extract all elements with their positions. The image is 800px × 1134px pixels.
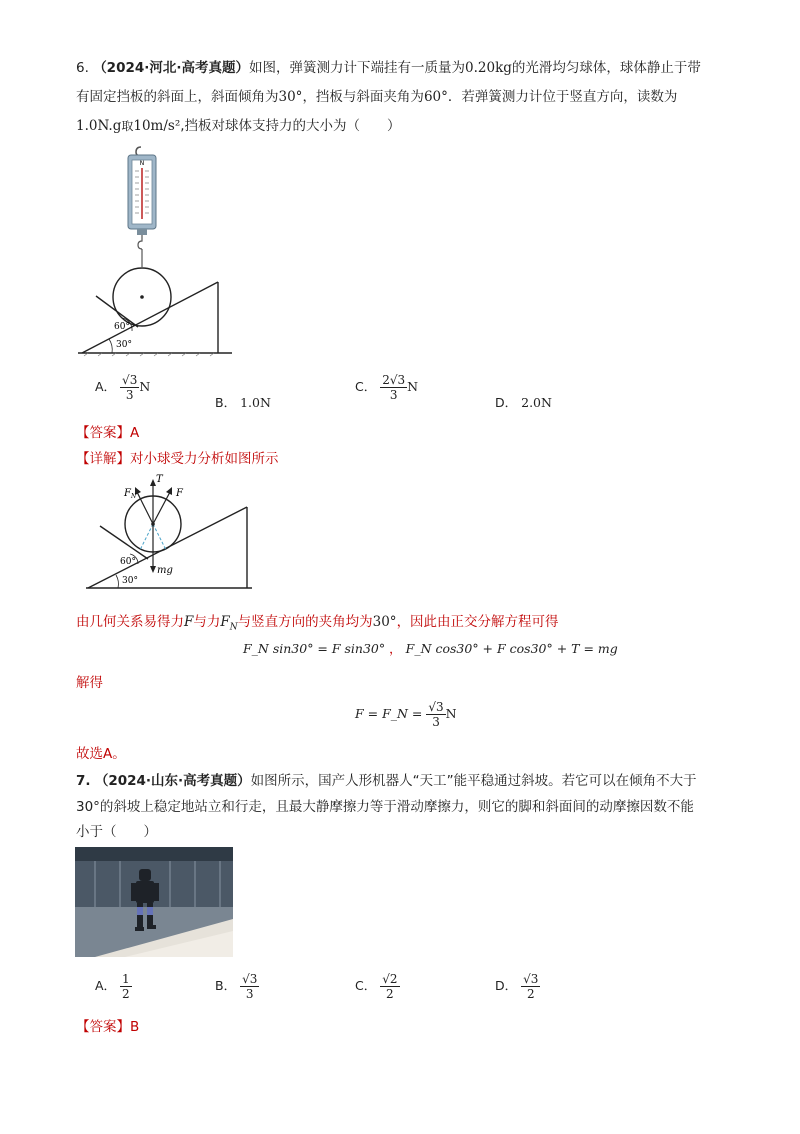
fn-sub: N xyxy=(229,622,238,633)
angle-60-label: 60° xyxy=(114,322,130,332)
geom-text: ，因此由正交分解方程可得 xyxy=(396,614,559,630)
option-label: A． xyxy=(95,978,117,993)
option-label: C． xyxy=(355,978,377,993)
robot-photo-art xyxy=(75,847,233,957)
frac-den: 3 xyxy=(245,987,254,1001)
q6-equations xyxy=(243,640,618,658)
q6-option-d[interactable] xyxy=(495,393,552,411)
force-mg-label: mg xyxy=(157,565,173,576)
frac-num: 2√3 xyxy=(382,373,406,387)
q6-answer: 【答案】A xyxy=(76,425,140,441)
geom-text: 由几何关系易得力 xyxy=(76,614,184,630)
frac-den: 2 xyxy=(386,987,394,1001)
frac-num: √3 xyxy=(122,373,138,387)
q6-option-a[interactable] xyxy=(95,373,150,402)
q6-line3 xyxy=(76,116,401,136)
result-fraction xyxy=(426,700,445,729)
q6-choose: 故选A。 xyxy=(76,746,126,762)
option-value: 1.0N xyxy=(240,395,271,410)
option-fraction xyxy=(380,972,399,1001)
q6-figure xyxy=(74,145,234,360)
q7-answer: 【答案】B xyxy=(76,1019,140,1035)
option-value: 2.0N xyxy=(521,395,552,410)
q7-source: （2024·山东·高考真题） xyxy=(94,773,251,789)
fn-letter: F xyxy=(124,488,131,499)
frac-num: √3 xyxy=(428,700,444,714)
option-fraction xyxy=(521,972,540,1001)
q6-text: 如图，弹簧测力计下端挂有一质量为 xyxy=(249,60,466,76)
frac-den: 2 xyxy=(526,987,535,1001)
result-unit: N xyxy=(445,706,457,721)
q6-text: ．若弹簧测力计位于竖直方向，读数为 xyxy=(447,89,678,105)
q6-text: ，挡板与斜面夹角为 xyxy=(302,89,424,105)
force-t-label: T xyxy=(156,474,163,485)
q6-text: 有固定挡板的斜面上，斜面倾角为 xyxy=(76,89,279,105)
q7-number: 7. xyxy=(76,773,91,789)
q6-option-c[interactable] xyxy=(355,373,418,402)
force-fn-label xyxy=(123,488,137,500)
q7-option-b[interactable] xyxy=(215,972,259,1001)
frac-den: 3 xyxy=(432,715,440,729)
gauge-top-label: N xyxy=(139,160,145,167)
fn-sub: N xyxy=(130,493,137,500)
q7-option-c[interactable] xyxy=(355,972,400,1001)
option-fraction xyxy=(380,373,407,402)
q6-mass: 0.20kg xyxy=(465,60,512,76)
frac-num: √3 xyxy=(523,972,539,986)
q6-source: （2024·河北·高考真题） xyxy=(93,60,250,76)
option-unit: N xyxy=(139,379,151,394)
force-angle-60: 60° xyxy=(120,557,136,567)
q7-line3: 小于（ ） xyxy=(76,824,157,840)
q6-solve: 解得 xyxy=(76,675,103,691)
geom-fn xyxy=(220,614,238,633)
option-label: D． xyxy=(495,978,518,993)
option-fraction xyxy=(120,373,139,402)
geom-text: 与力 xyxy=(193,614,221,630)
q6-g: .g xyxy=(108,118,122,134)
detail-label: 【详解】 xyxy=(76,451,130,467)
frac-num: √3 xyxy=(242,972,258,986)
q6-text: ,挡板对球体支持力的大小为（ ） xyxy=(180,118,401,134)
q6-g-take: 取 xyxy=(121,119,134,133)
geom-text: 与竖直方向的夹角均为 xyxy=(237,614,373,630)
result-lhs: F = F_N = xyxy=(355,706,423,721)
option-label: B． xyxy=(215,395,237,410)
q7-option-a[interactable] xyxy=(95,972,132,1001)
force-f-label: F xyxy=(176,488,183,499)
q7-line1 xyxy=(76,771,697,791)
option-fraction xyxy=(240,972,259,1001)
equation-2: F_N cos30° + F cos30° + T = mg xyxy=(405,641,618,656)
q6-result xyxy=(355,700,457,729)
geom-f: F xyxy=(184,614,194,630)
force-angle-30: 30° xyxy=(122,576,138,586)
q6-option-b[interactable] xyxy=(215,393,271,411)
angle-30-label: 30° xyxy=(116,340,132,350)
q6-reading: 1.0N xyxy=(76,118,109,134)
q6-text: 的光滑均匀球体，球体静止于带 xyxy=(511,60,701,76)
q6-geometry-text xyxy=(76,612,559,638)
option-label: C． xyxy=(355,379,377,394)
option-label: B． xyxy=(215,978,237,993)
frac-den: 2 xyxy=(122,987,130,1001)
geom-angle: 30° xyxy=(372,614,397,630)
q6-angle: 30° xyxy=(278,89,303,105)
robot-photo xyxy=(75,847,233,957)
equation-sep: ， xyxy=(389,641,402,656)
equation-1: F_N sin30° = F sin30° xyxy=(243,641,386,656)
frac-den: 3 xyxy=(125,388,134,402)
frac-num: √2 xyxy=(382,972,398,986)
q7-option-d[interactable] xyxy=(495,972,540,1001)
q6-number: 6. xyxy=(76,60,89,76)
fn-letter: F xyxy=(220,614,230,630)
option-label: A． xyxy=(95,379,117,394)
option-label: D． xyxy=(495,395,518,410)
frac-den: 3 xyxy=(389,388,398,402)
q6-detail xyxy=(76,449,279,469)
frac-num: 1 xyxy=(122,972,130,986)
q7-text: 如图所示，国产人形机器人“天工”能平稳通过斜坡。若它可以在倾角不大于 xyxy=(250,773,697,789)
q6-line1 xyxy=(76,58,701,78)
detail-text: 对小球受力分析如图所示 xyxy=(130,451,279,467)
q6-g-value: 10m/s² xyxy=(133,118,181,134)
q6-force-diagram xyxy=(84,470,254,595)
q6-line2 xyxy=(76,87,677,107)
option-unit: N xyxy=(407,379,419,394)
q7-line2: 30°的斜坡上稳定地站立和行走，且最大静摩擦力等于滑动摩擦力，则它的脚和斜面间的动摩擦因数不能 xyxy=(76,799,694,815)
option-fraction xyxy=(120,972,132,1001)
q6-angle: 60° xyxy=(423,89,448,105)
